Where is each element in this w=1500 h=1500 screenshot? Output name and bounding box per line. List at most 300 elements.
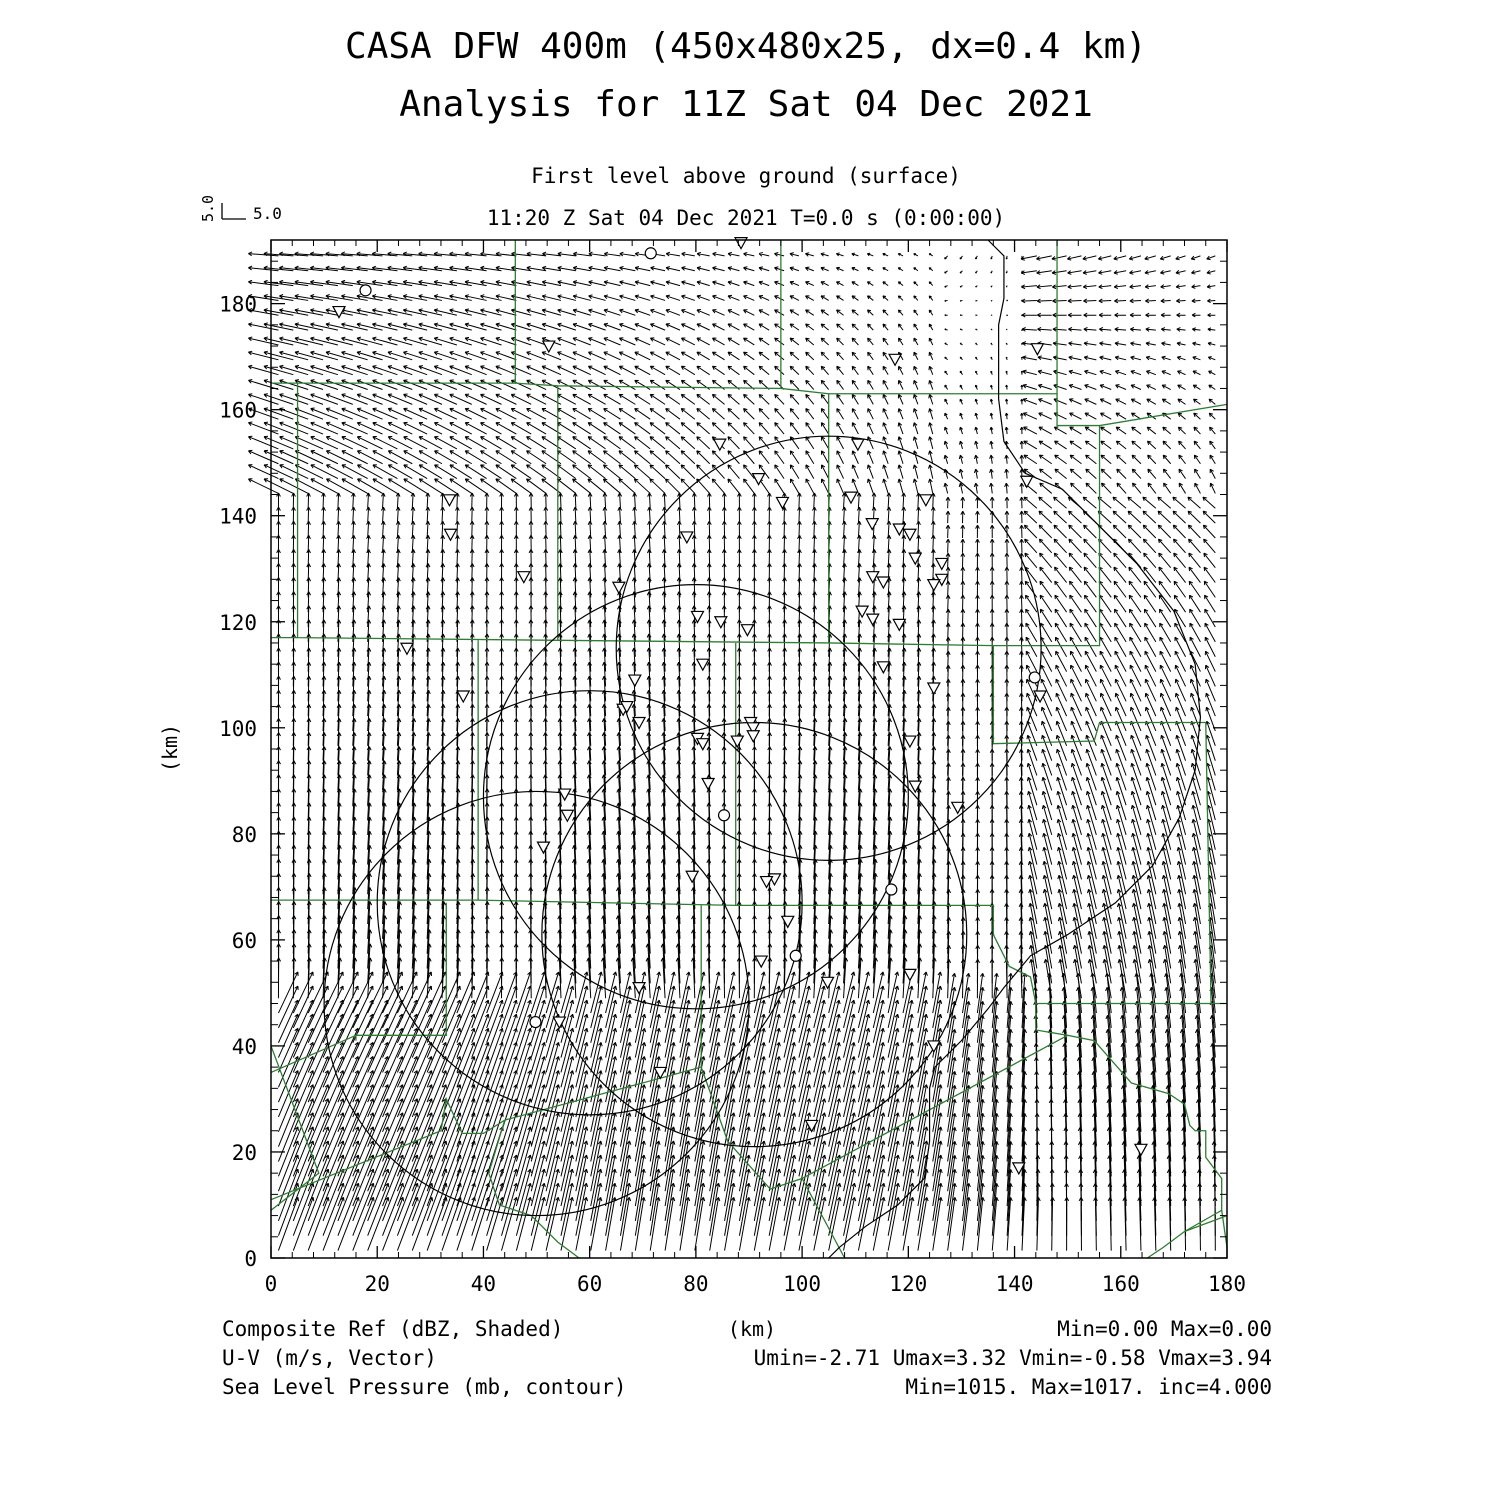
- wind-vector: [1056, 693, 1067, 716]
- wind-vector: [914, 324, 918, 330]
- county-line: [271, 1035, 356, 1072]
- wind-vector: [573, 465, 591, 479]
- wind-vector: [898, 465, 903, 479]
- wind-vector: [1113, 525, 1126, 538]
- wind-vector: [805, 296, 813, 301]
- wind-vector: [1086, 707, 1097, 731]
- wind-vector: [681, 380, 695, 389]
- wind-vector: [310, 323, 337, 330]
- y-tick-label: 140: [219, 504, 257, 529]
- wind-vector: [759, 252, 769, 256]
- wind-vector: [945, 329, 948, 330]
- wind-vector: [1192, 313, 1200, 317]
- wind-vector: [917, 507, 921, 523]
- wind-vector: [442, 1127, 461, 1176]
- wind-vector: [650, 423, 665, 434]
- wind-vector: [514, 507, 518, 523]
- wind-vector: [752, 507, 756, 523]
- wind-vector: [681, 423, 695, 434]
- wind-vector: [722, 507, 726, 523]
- wind-vector: [1146, 735, 1156, 760]
- wind-vector: [1037, 271, 1052, 275]
- wind-vector: [573, 295, 591, 301]
- wind-vector: [775, 423, 784, 434]
- wind-vector: [821, 282, 829, 286]
- wind-vector: [1020, 441, 1023, 449]
- wind-vector: [681, 465, 695, 479]
- wind-vector: [373, 380, 398, 390]
- wind-vector: [635, 423, 651, 434]
- wind-vector: [1005, 581, 1009, 597]
- wind-vector: [357, 436, 382, 448]
- wind-vector: [573, 507, 577, 523]
- wind-vector: [1161, 299, 1171, 303]
- wind-vector: [470, 521, 474, 538]
- wind-vector: [914, 394, 918, 404]
- wind-vector: [557, 423, 576, 434]
- station-triangle: [889, 354, 901, 365]
- wind-vector: [1208, 357, 1215, 360]
- wind-vector: [961, 497, 965, 508]
- wind-vector: [619, 338, 635, 345]
- wind-vector: [991, 329, 992, 330]
- footer-line3-right: Min=1015. Max=1017. inc=4.000: [905, 1375, 1272, 1399]
- wind-vector: [681, 394, 695, 404]
- wind-vector: [322, 535, 326, 553]
- wind-vector: [1099, 285, 1112, 289]
- wind-vector: [1071, 735, 1081, 760]
- wind-vector: [782, 507, 786, 523]
- wind-vector: [472, 1169, 490, 1221]
- wind-vector: [1085, 385, 1097, 390]
- wind-vector: [1022, 299, 1037, 303]
- wind-vector: [650, 295, 665, 300]
- wind-vector: [342, 380, 368, 390]
- wind-vector: [883, 324, 888, 330]
- wind-vector: [1021, 399, 1023, 404]
- wind-vector: [990, 539, 994, 553]
- wind-vector: [322, 521, 326, 538]
- wind-vector: [1189, 539, 1201, 553]
- wind-vector: [990, 441, 993, 449]
- wind-vector: [868, 324, 874, 330]
- wind-vector: [1209, 399, 1215, 404]
- wind-vector: [1175, 693, 1185, 716]
- wind-vector: [867, 310, 873, 315]
- wind-vector: [635, 409, 651, 420]
- wind-vector: [648, 493, 652, 508]
- wind-vector: [588, 366, 605, 375]
- wind-vector: [620, 252, 636, 256]
- wind-vector: [456, 535, 460, 553]
- wind-vector: [337, 521, 341, 538]
- wind-vector: [264, 465, 293, 479]
- wind-vector: [976, 567, 980, 582]
- wind-vector: [1057, 763, 1067, 790]
- wind-vector: [1130, 313, 1141, 317]
- wind-vector: [516, 1183, 531, 1236]
- wind-vector: [470, 493, 474, 508]
- wind-vector: [457, 1099, 475, 1147]
- wind-vector: [707, 521, 711, 538]
- wind-vector: [1147, 399, 1156, 404]
- station-circle: [530, 1017, 541, 1028]
- wind-vector: [322, 507, 326, 523]
- wind-vector: [635, 266, 650, 270]
- wind-vector: [1020, 427, 1023, 434]
- wind-vector: [975, 427, 978, 434]
- wind-vector: [1158, 539, 1170, 553]
- wind-vector: [1037, 299, 1052, 303]
- station-triangle: [457, 691, 469, 702]
- wind-vector: [883, 423, 888, 434]
- wind-vector: [295, 451, 323, 464]
- wind-vector: [775, 394, 784, 404]
- wind-vector: [588, 437, 605, 449]
- wind-vector: [887, 507, 891, 523]
- wind-vector: [945, 256, 948, 259]
- wind-vector: [976, 286, 978, 287]
- wind-vector: [1021, 271, 1037, 275]
- wind-vector: [945, 300, 948, 301]
- wind-vector: [929, 352, 933, 360]
- wind-vector: [712, 310, 724, 316]
- wind-vector: [898, 310, 903, 315]
- wind-vector: [759, 324, 769, 330]
- wind-vector: [976, 329, 978, 330]
- wind-vector: [1116, 385, 1127, 390]
- wind-vector: [790, 281, 799, 285]
- wind-vector: [1101, 721, 1112, 746]
- wind-vector: [650, 366, 665, 374]
- x-tick-label: 40: [470, 1272, 497, 1296]
- wind-vector: [397, 1099, 417, 1147]
- wind-vector: [342, 479, 368, 494]
- wind-vector: [712, 281, 724, 286]
- wind-vector: [961, 553, 965, 568]
- wind-vector: [767, 507, 771, 523]
- wind-vector: [1131, 735, 1141, 760]
- wind-vector: [945, 286, 948, 288]
- wind-vector: [852, 296, 858, 301]
- wind-vector: [883, 394, 888, 404]
- station-circle: [790, 950, 801, 961]
- wind-vector: [914, 282, 918, 286]
- wind-vector: [990, 497, 994, 508]
- wind-vector: [1005, 553, 1009, 568]
- wind-vector: [1006, 329, 1007, 330]
- x-tick-label: 160: [1101, 1272, 1140, 1296]
- wind-vector: [712, 394, 724, 404]
- wind-vector: [470, 507, 474, 523]
- wind-vector: [666, 465, 680, 479]
- wind-vector: [372, 337, 397, 345]
- wind-vector: [913, 437, 918, 449]
- wind-vector: [806, 465, 814, 479]
- wind-vector: [1037, 285, 1052, 289]
- wind-vector: [1068, 511, 1081, 523]
- wind-vector: [357, 366, 382, 375]
- wind-vector: [759, 338, 769, 345]
- wind-vector: [1128, 525, 1141, 538]
- wind-vector: [1204, 567, 1215, 582]
- wind-vector: [1208, 313, 1216, 316]
- wind-vector: [589, 295, 606, 301]
- wind-vector: [883, 465, 888, 479]
- wind-vector: [1021, 285, 1036, 289]
- wind-vector: [1210, 469, 1215, 478]
- wind-vector: [1177, 328, 1186, 332]
- wind-vector: [821, 267, 829, 271]
- wind-vector: [457, 1183, 475, 1236]
- wind-vector: [1145, 285, 1156, 289]
- wind-vector: [1208, 328, 1215, 331]
- wind-vector: [311, 465, 338, 479]
- wind-vector: [1130, 285, 1141, 289]
- wind-vector: [1055, 581, 1067, 597]
- wind-vector: [619, 479, 635, 494]
- wind-vector: [295, 380, 323, 390]
- station-triangle: [401, 643, 413, 654]
- wind-vector: [1053, 342, 1067, 346]
- wind-vector: [744, 423, 755, 434]
- wind-vector: [311, 394, 338, 405]
- wind-vector: [945, 371, 948, 375]
- wind-vector: [326, 451, 352, 464]
- wind-vector: [821, 479, 828, 494]
- wind-vector: [1161, 342, 1170, 346]
- wind-vector: [744, 409, 755, 420]
- wind-vector: [898, 409, 903, 420]
- vector-scale-vertical-label: 5.0: [199, 194, 217, 222]
- wind-vector: [697, 324, 710, 330]
- wind-vector: [280, 365, 309, 374]
- wind-vector: [1101, 483, 1111, 493]
- wind-vector: [837, 338, 844, 345]
- wind-vector: [604, 352, 621, 360]
- wind-vector: [790, 352, 799, 360]
- wind-vector: [588, 409, 605, 420]
- wind-vector: [1005, 497, 1009, 508]
- wind-vector: [990, 483, 994, 493]
- wind-vector: [1070, 413, 1082, 419]
- station-triangle: [928, 683, 940, 694]
- wind-vector: [1053, 327, 1067, 331]
- station-triangle: [543, 341, 555, 352]
- wind-vector: [744, 324, 755, 330]
- wind-vector: [412, 1127, 432, 1176]
- vector-scale-reference: [199, 195, 282, 223]
- wind-vector: [1188, 497, 1201, 508]
- wind-vector: [366, 493, 370, 508]
- wind-vector: [650, 437, 665, 449]
- wind-vector: [280, 422, 309, 434]
- wind-vector: [388, 408, 412, 419]
- wind-vector: [806, 437, 814, 449]
- wind-vector: [775, 296, 785, 301]
- wind-vector: [1146, 763, 1156, 790]
- wind-vector: [1203, 525, 1215, 538]
- wind-vector: [404, 451, 427, 464]
- wind-vector: [544, 521, 548, 538]
- wind-vector: [960, 300, 962, 301]
- wind-vector: [806, 451, 814, 464]
- wind-vector: [1147, 427, 1156, 434]
- wind-vector: [1174, 553, 1186, 568]
- wind-vector: [837, 352, 844, 360]
- wind-vector: [867, 296, 873, 301]
- wind-vector: [1210, 483, 1215, 493]
- wind-vector: [1148, 469, 1156, 478]
- station-triangle: [613, 582, 625, 593]
- wind-vector: [514, 493, 518, 508]
- y-axis-unit-label: (km): [158, 723, 182, 773]
- wind-vector: [959, 483, 963, 493]
- wind-vector: [1039, 497, 1052, 508]
- wind-vector: [681, 309, 694, 315]
- wind-vector: [961, 595, 965, 612]
- wind-vector: [342, 436, 368, 448]
- wind-vector: [295, 436, 323, 449]
- wind-vector: [712, 324, 724, 330]
- wind-vector: [293, 1085, 313, 1132]
- wind-vector: [373, 451, 398, 464]
- wind-vector: [775, 352, 784, 360]
- station-triangle: [741, 625, 753, 636]
- wind-vector: [1070, 441, 1082, 449]
- wind-vector: [342, 366, 368, 375]
- wind-vector: [1022, 327, 1037, 331]
- wind-vector: [1163, 441, 1171, 449]
- wind-vector: [666, 423, 680, 434]
- wind-vector: [1194, 413, 1201, 419]
- wind-vector: [898, 268, 903, 271]
- wind-vector: [1178, 385, 1186, 389]
- wind-vector: [604, 295, 620, 301]
- wind-vector: [280, 394, 309, 405]
- wind-vector: [514, 521, 518, 538]
- wind-vector: [852, 253, 859, 256]
- wind-vector: [589, 252, 606, 256]
- wind-vector: [737, 507, 741, 523]
- wind-vector: [604, 394, 621, 404]
- wind-vector: [1100, 413, 1111, 419]
- wind-vector: [1020, 581, 1024, 597]
- wind-vector: [604, 309, 620, 315]
- wind-vector: [1083, 497, 1096, 508]
- wind-vector: [960, 427, 963, 434]
- station-triangle: [845, 492, 857, 503]
- footer-line2-left: U-V (m/s, Vector): [222, 1346, 437, 1370]
- station-triangle: [904, 736, 916, 747]
- station-triangle: [877, 662, 889, 673]
- wind-vector: [1038, 356, 1052, 360]
- wind-vector: [1145, 299, 1155, 303]
- wind-vector: [899, 366, 903, 374]
- wind-vector: [573, 380, 591, 389]
- wind-vector: [806, 479, 814, 494]
- wind-vector: [1020, 525, 1024, 538]
- wind-vector: [1208, 342, 1215, 345]
- wind-vector: [248, 436, 278, 449]
- wind-vector: [604, 423, 621, 434]
- wind-vector: [1114, 299, 1126, 303]
- wind-vector: [1132, 441, 1141, 449]
- wind-vector: [759, 267, 769, 271]
- wind-vector: [1006, 271, 1007, 273]
- wind-vector: [1174, 581, 1185, 597]
- wind-vector: [357, 323, 383, 330]
- wind-vector: [898, 253, 903, 255]
- wind-vector: [945, 343, 948, 345]
- wind-vector: [1194, 455, 1200, 464]
- wind-vector: [248, 422, 278, 434]
- wind-vector: [326, 479, 352, 494]
- pressure-contour: [829, 240, 1201, 1258]
- wind-vector: [1146, 749, 1156, 775]
- wind-vector: [326, 323, 353, 330]
- wind-vector: [588, 493, 592, 508]
- wind-vector: [1069, 567, 1081, 582]
- wind-vector: [959, 469, 963, 478]
- wind-vector: [648, 507, 652, 523]
- wind-vector: [821, 409, 828, 420]
- wind-vector: [821, 366, 828, 374]
- wind-vector: [961, 539, 965, 553]
- wind-vector: [961, 581, 965, 597]
- wind-vector: [1176, 749, 1186, 775]
- wind-vector: [573, 437, 591, 449]
- wind-vector: [821, 451, 828, 464]
- wind-vector: [744, 479, 755, 494]
- station-triangle: [629, 675, 641, 686]
- wind-vector: [635, 972, 645, 1013]
- wind-vector: [573, 323, 591, 330]
- wind-vector: [821, 437, 828, 449]
- wind-vector: [692, 521, 696, 538]
- wind-vector: [1086, 693, 1097, 716]
- wind-vector: [1101, 763, 1111, 790]
- wind-vector: [1039, 539, 1051, 553]
- wind-vector: [960, 315, 962, 316]
- wind-vector: [1161, 763, 1171, 790]
- wind-vector: [991, 357, 992, 360]
- wind-vector: [635, 324, 650, 331]
- wind-vector: [326, 394, 353, 405]
- wind-vector: [857, 493, 861, 508]
- wind-vector: [710, 972, 720, 1013]
- wind-vector: [1054, 370, 1067, 375]
- wind-vector: [1055, 455, 1067, 464]
- wind-vector: [307, 493, 311, 508]
- wind-vector: [790, 423, 799, 434]
- wind-vector: [1071, 707, 1082, 731]
- wind-vector: [728, 465, 740, 479]
- wind-vector: [485, 493, 489, 508]
- wind-vector: [278, 1197, 298, 1250]
- wind-vector: [946, 511, 950, 523]
- wind-vector: [280, 380, 309, 390]
- wind-vector: [945, 357, 948, 360]
- wind-vector: [898, 338, 903, 345]
- wind-vector: [1178, 399, 1186, 404]
- wind-vector: [867, 479, 873, 494]
- wind-vector: [1020, 595, 1024, 612]
- wind-vector: [427, 1113, 446, 1162]
- wind-vector: [991, 271, 992, 273]
- wind-vector: [1114, 271, 1126, 275]
- wind-vector: [573, 479, 591, 494]
